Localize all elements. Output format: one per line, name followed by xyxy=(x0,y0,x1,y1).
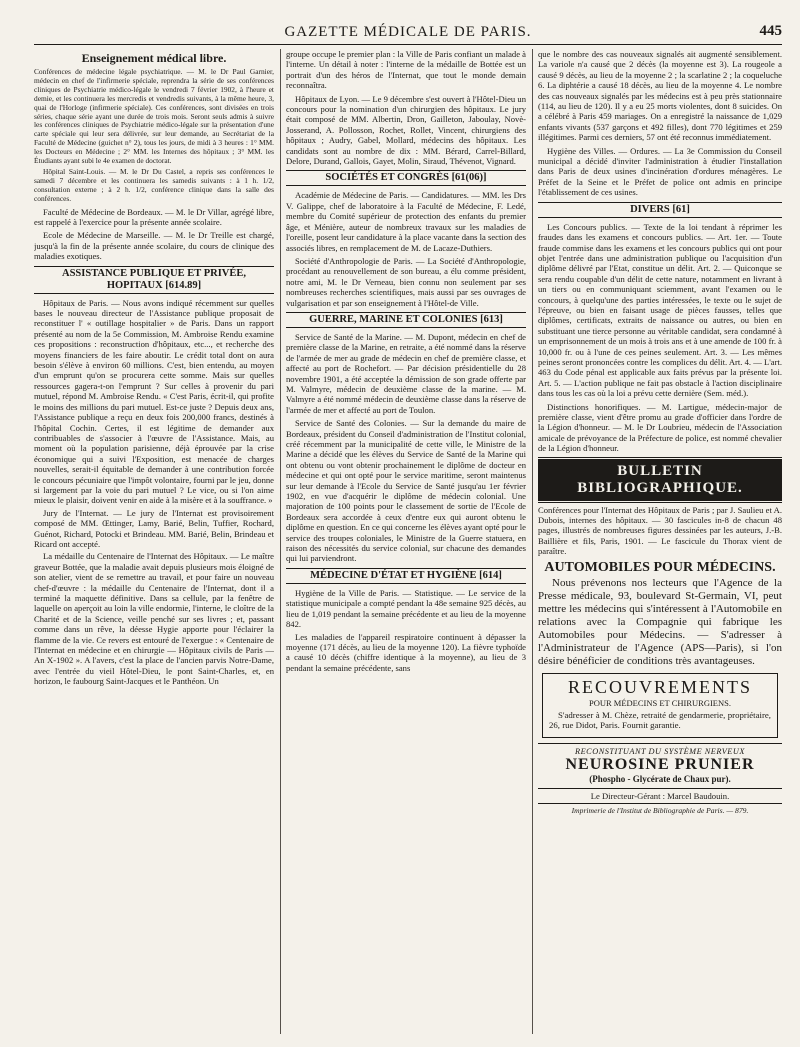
article-academie: Académie de Médecine de Paris. — Candidatures. — MM. les Drs V. Galippe, chef de laboratoire à la Faculté de Médecine, F. Ledé, membre du Comité supérieur de protection des enfants du premier âge, et Ménière, auteur de nombreux travaux sur les maladies de l'oreille, posent leur candidature à la place vacante dans la section des associés libres, en remplacement de M. de Lacaze-Duthiers. xyxy=(286,190,526,253)
page-number: 445 xyxy=(759,23,782,39)
article-continuation: que le nombre des cas nouveaux signalés ait augmenté sensiblement. La variole n'a causé que 2 décès (la moyenne est 3). La rougeole a causé 9 décès, au lieu de la moyenne 2 ; la scarlatine 2 ; la coqueluche 6. La diphtérie a causé 18 décès, au lieu de la moyenne 4. Le nombre des cas nouveaux signalés par les médecins est à peu près stationnaire (114, au lieu de 120). Il y a eu 25 morts violentes, dont 8 suicides. On a célébré à Paris 459 mariages. On a enregistré la naissance de 1,029 enfants vivants (537 garçons et 492 filles), dont 770 légitimes et 259 illégitimes. Parmi ces derniers, 57 ont été reconnus immédiatement. xyxy=(538,49,782,143)
newspaper-page xyxy=(34,22,782,1034)
bulletin-bibliographique-banner: BULLETIN BIBLIOGRAPHIQUE. xyxy=(538,459,782,501)
recouvrements-subtitle: POUR MÉDECINS ET CHIRURGIENS. xyxy=(589,697,731,708)
column-2 xyxy=(286,49,526,1034)
article-distinctions: Distinctions honorifiques. — M. Lartigue, médecin-major de première classe, vient d'être promu au grade d'officier dans l'ordre de la Légion d'honneur. — M. le Dr Loubrieu, médecin de l'Association amicale de prévoyance de la Préfecture de police, est nommé chevalier de la Légion d'honneur. xyxy=(538,401,782,454)
article-saint-louis: Hôpital Saint-Louis. — M. le Dr Du Castel, a repris ses conférences le samedi 7 décembre et les continuera les samedis suivants : à 1 h. 1/2, consultation externe ; à 2 h. 1/2, conférence clinique dans la salle des conférences. xyxy=(34,166,274,203)
article-sante-marine: Service de Santé de la Marine. — M. Dupont, médecin en chef de première classe de la Marine, en retraite, a été nommé dans la réserve de l'armée de mer au grade de médecin en chef de première classe, et affecté au port de Rochefort. — Par décision présidentielle du 28 novembre 1901, a été acceptée la démission de son grade offerte par M. Valmyre, médecin de deuxième classe de la marine. — M. Valmyre a été nommé médecin de deuxième classe dans la réserve de l'armée de mer et affecté au port de Toulon. xyxy=(286,331,526,415)
article-conferences: Conférences de médecine légale psychiatrique. — M. le Dr Paul Garnier, médecin en chef de l'infirmerie spéciale, reprendra la série de ses conférences cliniques de Psychiatrie médico-légale le vendredi 7 février 1902, à l'heure et demie, et les continuera les mercredis et vendredis suivants, à la même heure, 3, quai de l'Horloge (infirmerie spéciale). Ces conférences, sont divisées en trois séries, chaque série ayant une durée de trois mois. Seront seuls admis à suivre les conférences cliniques de Psychiatrie médico-légale sur la présentation d'une carte spéciale qui leur sera délivrée, sur leur demande, au Secrétariat de la Faculté de Médecine (guichet n° 2), tous les jours, de midi à 3 heures : 1° MM. les Docteurs en Médecine ; 2° MM. les Internes des hôpitaux ; 3° MM. les Étudiants ayant subi le 4e examen de doctorat. xyxy=(34,67,274,166)
recouvrements-ad xyxy=(542,673,778,739)
section-heading-societes: SOCIÉTÉS ET CONGRÈS [61(06)] xyxy=(286,170,526,186)
neurosine-tagline: RECONSTITUANT DU SYSTÈME NERVEUX xyxy=(538,743,782,756)
column-divider xyxy=(280,49,281,1034)
neurosine-subtitle: (Phospho - Glycérate de Chaux pur). xyxy=(589,774,731,785)
article-hygiene-paris-2: Les maladies de l'appareil respiratoire continuent à dépasser la moyenne (171 décès, au lieu de la moyenne 120). La fièvre typhoïde a causé 10 décès (chiffre identique à la moyenne), au lieu de 3 pendant la semaine précédente, sans xyxy=(286,631,526,673)
masthead xyxy=(34,22,782,45)
article-jury-internat: Jury de l'Internat. — Le jury de l'Internat est provisoirement composé de MM. Œttinger, Lamy, Barié, Belin, Tuffier, Rochard, Guénot, Richard, Potocki et Brindeau. MM. Barié, Belin, Brindeau et Ricard ont accepté. xyxy=(34,507,274,549)
recouvrements-text: S'adresser à M. Chèze, retraité de gendarmerie, propriétaire, 26, rue Didot, Paris. Fournit garantie. xyxy=(549,709,771,731)
section-heading-medecine-etat: MÉDECINE D'ÉTAT ET HYGIÈNE [614] xyxy=(286,568,526,584)
article-hopitaux-lyon: Hôpitaux de Lyon. — Le 9 décembre s'est ouvert à l'Hôtel-Dieu un concours pour la nomination d'un chirurgien des hôpitaux. Le jury était composé de MM. Albertin, Dron, Gailleton, Jaboulay, Novè-Josserand, A. Pollosson, Rochet, Rollet, Vincent, chirurgiens des hôpitaux ; Audry, Gabel, Mollard, médecins des hôpitaux. Les candidats sont au nombre de dix : MM. Bérard, Carrel-Billard, Delore, Durand, Gallois, Gayet, Molin, Siraud, Thévenot, Vignard. xyxy=(286,93,526,167)
directeur-gerant: Le Directeur-Gérant : Marcel Baudouin. xyxy=(538,788,782,804)
article-sante-colonies: Service de Santé des Colonies. — Sur la demande du maire de Bordeaux, président du Conseil d'administration de l'Institut colonial, créé récemment par la municipalité de cette ville, le Ministre de la Marine a décidé que les élèves du Service de Santé de la Marine qui ont obtenu ou vont obtenir prochainement le diplôme de docteur en médecine et qui ont opté pour le service maritime, seront maintenus sur leur demande à l'Ecole du Service de Santé jusqu'au 1er février 1902, en vue d'acquérir le diplôme de médecin colonial. Une majoration de 100 points pour le classement de sortie de l'Ecole de Bordeaux sera accordée à ceux d'entre eux qui auront obtenu le diplôme en question. En ce qui concerne les élèves ayant opté pour le service des troupes coloniales, le Ministre de la Guerre statuera, en raison des nécessités du service colonial, sur chacune des demandes qui lui parviendront. xyxy=(286,418,526,564)
article-hopitaux-paris: Hôpitaux de Paris. — Nous avons indiqué récemment sur quelles bases le nouveau directeur de l'Assistance publique proposait de reconstituer l' « outillage hospitalier » de Paris. Dans un rapport présenté au nom de la 5e Commission, M. Ambroise Rendu examine ces propositions : reconstruction d'hôpitaux, etc..., et recherche des moyens financiers de les faire aboutir. Le crédit total dont on aura besoin s'élève à environ 60 millions. C'est, bien entendu, au moyen d'un emprunt qu'on se procurera cette somme. Mais sur quelles ressources gagera-t-on l'emprunt ? Sur celles à provenir du pari mutuel, répond M. Ambroise Rendu. « C'est Paris, écrit-il, qui profite le moins des millions du pari mutuel. Est-ce juste ? Depuis deux ans, l'Assistance publique a reçu en deux fois 200,000 francs, destinés à l'hôpital Cochin. Certes, il est légitime de demander aux contribuables de s'associer à l'œuvre de l'Assistance. Mais, au moment où la population parisienne, déjà éprouvée par la crise économique qui a suivi l'Exposition, est menacée de charges nouvelles, serait-il équitable de demander à une contribution forcée le concours pécuniaire que l'impôt volontaire, fourni par le jeu, donne si largement par la voie du pari mutuel ? Le vice, ou si l'on aime mieux le plaisir, doivent venir en aide à la misère et à la souffrance. » xyxy=(34,297,274,506)
article-medaille-centenaire: La médaille du Centenaire de l'Internat des Hôpitaux. — Le maître graveur Bottée, que la maladie avait depuis plusieurs mois éloigné de son atelier, vient de se remettre au travail, et pour faire un nouveau chef-d'œuvre : la médaille du Centenaire de l'Internat, dont il a terminé la maquette définitive. Dans sa cellule, par la fenêtre de laquelle on aperçoit au loin la ville endormie, l'interne, le cloître de la Charité et de la Science, veille penché sur ses livres ; et, passant comme dans un rêve, la déesse Hygie apporte pour l'éclairer la flamme de la vie. Ce revers est entouré de l'exergue : « Centenaire de l'Internat en médecine et en chirurgie — Hôpitaux civils de Paris — An X-1902 ». A l'avers, c'est la place de l'ancien parvis Notre-Dame, avec l'entrée du vieil Hôtel-Dieu, le pont Saint-Charles, et, en horizon, le faubourg Saint-Jacques et le Panthéon. Un xyxy=(34,551,274,687)
article-continuation: groupe occupe le premier plan : la Ville de Paris confiant un malade à l'interne. Un détail à noter : l'interne de la médaille de Bottée est un portrait d'un des héros de l'Internat, que tout le monde demain reconnaîtra. xyxy=(286,49,526,91)
neurosine-name: NEUROSINE PRUNIER xyxy=(565,756,755,774)
imprimerie-line: Imprimerie de l'Institut de Bibliographie de Paris. — 879. xyxy=(571,806,749,816)
automobiles-text: Nous prévenons nos lecteurs que l'Agence de la Presse médicale, 93, boulevard St-Germain, VI, peut mettre les médecins qui s'intéressent à l'Automobile en relations avec la Compagnie qui fabrique les Automobiles pour Médecins. — S'adresser à l'Administrateur de l'Agence (APS—Paris), si l'on désire bénéficier de conditions très avantageuses. xyxy=(538,576,782,667)
journal-title: GAZETTE MÉDICALE DE PARIS. xyxy=(284,24,532,40)
automobiles-block xyxy=(538,577,782,668)
section-heading-divers: DIVERS [61] xyxy=(538,202,782,218)
section-heading-enseignement: Enseignement médical libre. xyxy=(81,51,227,65)
column-divider xyxy=(532,49,533,1034)
column-1 xyxy=(34,49,274,1034)
article-marseille: Ecole de Médecine de Marseille. — M. le Dr Treille est chargé, jusqu'à la fin de la présente année scolaire, du cours de clinique des maladies exotiques. xyxy=(34,230,274,262)
section-heading-guerre: GUERRE, MARINE ET COLONIES [613] xyxy=(286,312,526,328)
automobiles-heading: AUTOMOBILES POUR MÉDECINS. xyxy=(544,559,776,575)
columns xyxy=(34,49,782,1034)
article-conferences-internat: Conférences pour l'Internat des Hôpitaux de Paris ; par J. Saulieu et A. Dubois, internes des hôpitaux. — 30 fascicules in-8 de chacun 48 pages, illustrés de nombreuses figures dessinées par les auteurs, J.-B. Baillière et fils, Paris, 1901. — Le fascicule du Thorax vient de paraître. xyxy=(538,504,782,557)
article-hygiene-villes: Hygiène des Villes. — Ordures. — La 3e Commission du Conseil municipal a décidé d'inviter l'administration à étudier l'installation dans Paris de deux usines d'incinération d'ordures ménagères. Le Préfet de la Seine et le Préfet de police ont admis en principe l'établissement de ces usines. xyxy=(538,145,782,198)
section-heading-line-1: ASSISTANCE PUBLIQUE ET PRIVÉE, xyxy=(62,267,246,279)
article-concours-publics: Les Concours publics. — Texte de la loi tendant à réprimer les fraudes dans les examens et concours publics. — Art. 1er. — Toute fraude commise dans les examens et les concours publics qui ont pour objet l'entrée dans une administration publique ou l'acquisition d'un diplôme délivré par l'Etat, constitue un délit. Art. 2. — Quiconque se sera rendu coupable d'un délit de cette nature, notamment en livrant à un tiers ou en communiquant sciemment, avant l'examen ou le concours, à quelqu'une des parties intéressées, le texte ou le sujet de l'épreuve, ou bien en faisant usage de pièces fausses, telles que diplômes, certificats, extraits de naissance ou autres, ou bien en substituant une tierce personne au véritable candidat, sera condamné à un emprisonnement de un mois à trois ans et à une amende de 100 fr. à 10,000 fr. ou à l'une de ces peines seulement. Art. 3. — Les mêmes peines seront prononcées contre les complices du délit. Art. 4. — L'art. 463 du Code pénal est applicable aux faits prévus par la présente loi. Art. 5. — L'action publique ne fait pas obstacle à l'action disciplinaire dans tous les cas où la loi a prévu cette dernière (Sem. méd.). xyxy=(538,221,782,399)
recouvrements-title: RECOUVREMENTS xyxy=(567,676,752,697)
article-anthropologie: Société d'Anthropologie de Paris. — La Société d'Anthropologie, procédant au renouvellement de son bureau, a élu comme président, notre ami, M. le Dr Verneau, bien connu non seulement par ses nombreuses recherches scientifiques, mais aussi par ses ouvrages de vulgarisation et par son enseignement à l'Hôtel-de Ville. xyxy=(286,255,526,308)
article-bordeaux: Faculté de Médecine de Bordeaux. — M. le Dr Villar, agrégé libre, est rappelé à l'exercice pour la présente année scolaire. xyxy=(34,206,274,227)
section-heading-assistance xyxy=(34,266,274,294)
column-3 xyxy=(538,49,782,1034)
article-hygiene-paris: Hygiène de la Ville de Paris. — Statistique. — Le service de la statistique municipale a compté pendant la 48e semaine 925 décès, au lieu de 1,019 pendant la semaine précédente et au lieu de la moyenne 842. xyxy=(286,587,526,630)
section-heading-line-2: HOPITAUX [614.89] xyxy=(106,279,202,291)
